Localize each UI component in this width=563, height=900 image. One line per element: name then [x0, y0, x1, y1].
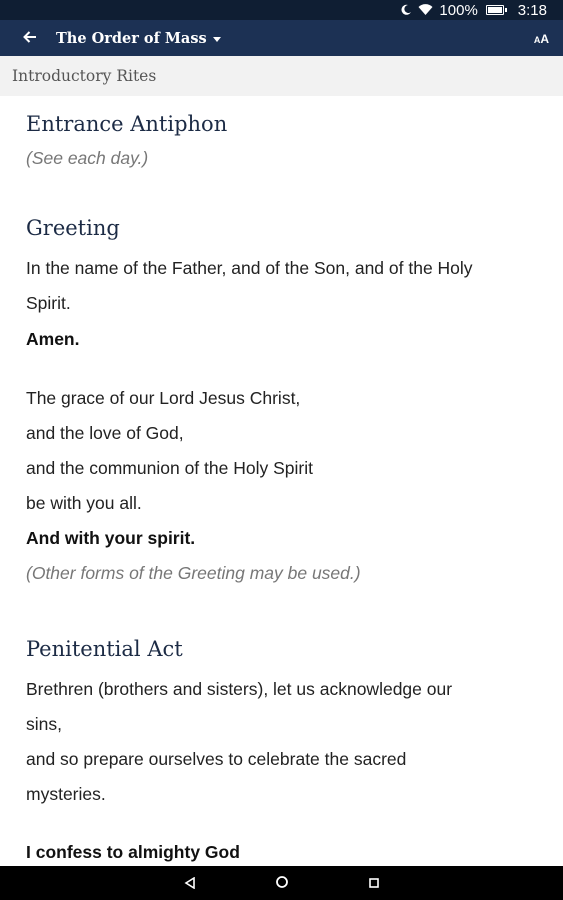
grace-line-1: The grace of our Lord Jesus Christ,	[26, 388, 301, 408]
text-size-large-label: A	[540, 32, 549, 46]
wifi-icon	[418, 0, 433, 20]
penitential-line-1: Brethren (brothers and sisters), let us acknowledge our	[26, 679, 453, 699]
greeting-heading: Greeting	[26, 216, 120, 240]
text-size-small-label: A	[533, 35, 541, 45]
title-dropdown[interactable]	[56, 30, 221, 47]
nav-home-button[interactable]	[271, 872, 293, 894]
app-title: The Order of Mass	[56, 29, 207, 47]
section-header	[0, 56, 563, 96]
greeting-rubric: (Other forms of the Greeting may be used.)	[26, 563, 361, 583]
text-size-button[interactable]	[534, 20, 549, 56]
battery-percent: 100%	[439, 1, 478, 19]
arrow-left-icon	[23, 29, 37, 48]
moon-icon	[400, 0, 412, 20]
section-title: Introductory Rites	[12, 67, 157, 85]
entrance-antiphon-heading: Entrance Antiphon	[26, 112, 228, 136]
battery-icon	[486, 5, 504, 15]
status-time: 3:18	[517, 1, 547, 19]
greeting-response-1: Amen.	[26, 329, 80, 349]
penitential-line-2: sins,	[26, 714, 62, 734]
penitential-line-4: mysteries.	[26, 784, 106, 804]
confiteor-line: I confess to almighty God	[26, 842, 240, 862]
nav-back-button[interactable]	[179, 872, 201, 894]
nav-recents-button[interactable]	[363, 872, 385, 894]
greeting-response-2: And with your spirit.	[26, 528, 196, 548]
back-button[interactable]	[10, 20, 50, 56]
square-recents-icon	[368, 874, 380, 893]
circle-home-icon	[275, 874, 289, 893]
chevron-down-icon	[213, 37, 221, 42]
greeting-line-2: Spirit.	[26, 293, 71, 313]
greeting-line-1: In the name of the Father, and of the Son, and of the Holy	[26, 258, 473, 278]
penitential-act-heading: Penitential Act	[26, 637, 183, 661]
penitential-line-3: and so prepare ourselves to celebrate the sacred	[26, 749, 407, 769]
entrance-antiphon-rubric: (See each day.)	[26, 148, 149, 168]
status-bar	[0, 0, 563, 20]
grace-line-2: and the love of God,	[26, 423, 184, 443]
grace-line-4: be with you all.	[26, 493, 142, 513]
system-nav-bar	[0, 866, 563, 900]
app-bar	[0, 20, 563, 56]
grace-line-3: and the communion of the Holy Spirit	[26, 458, 313, 478]
triangle-back-icon	[184, 874, 196, 893]
